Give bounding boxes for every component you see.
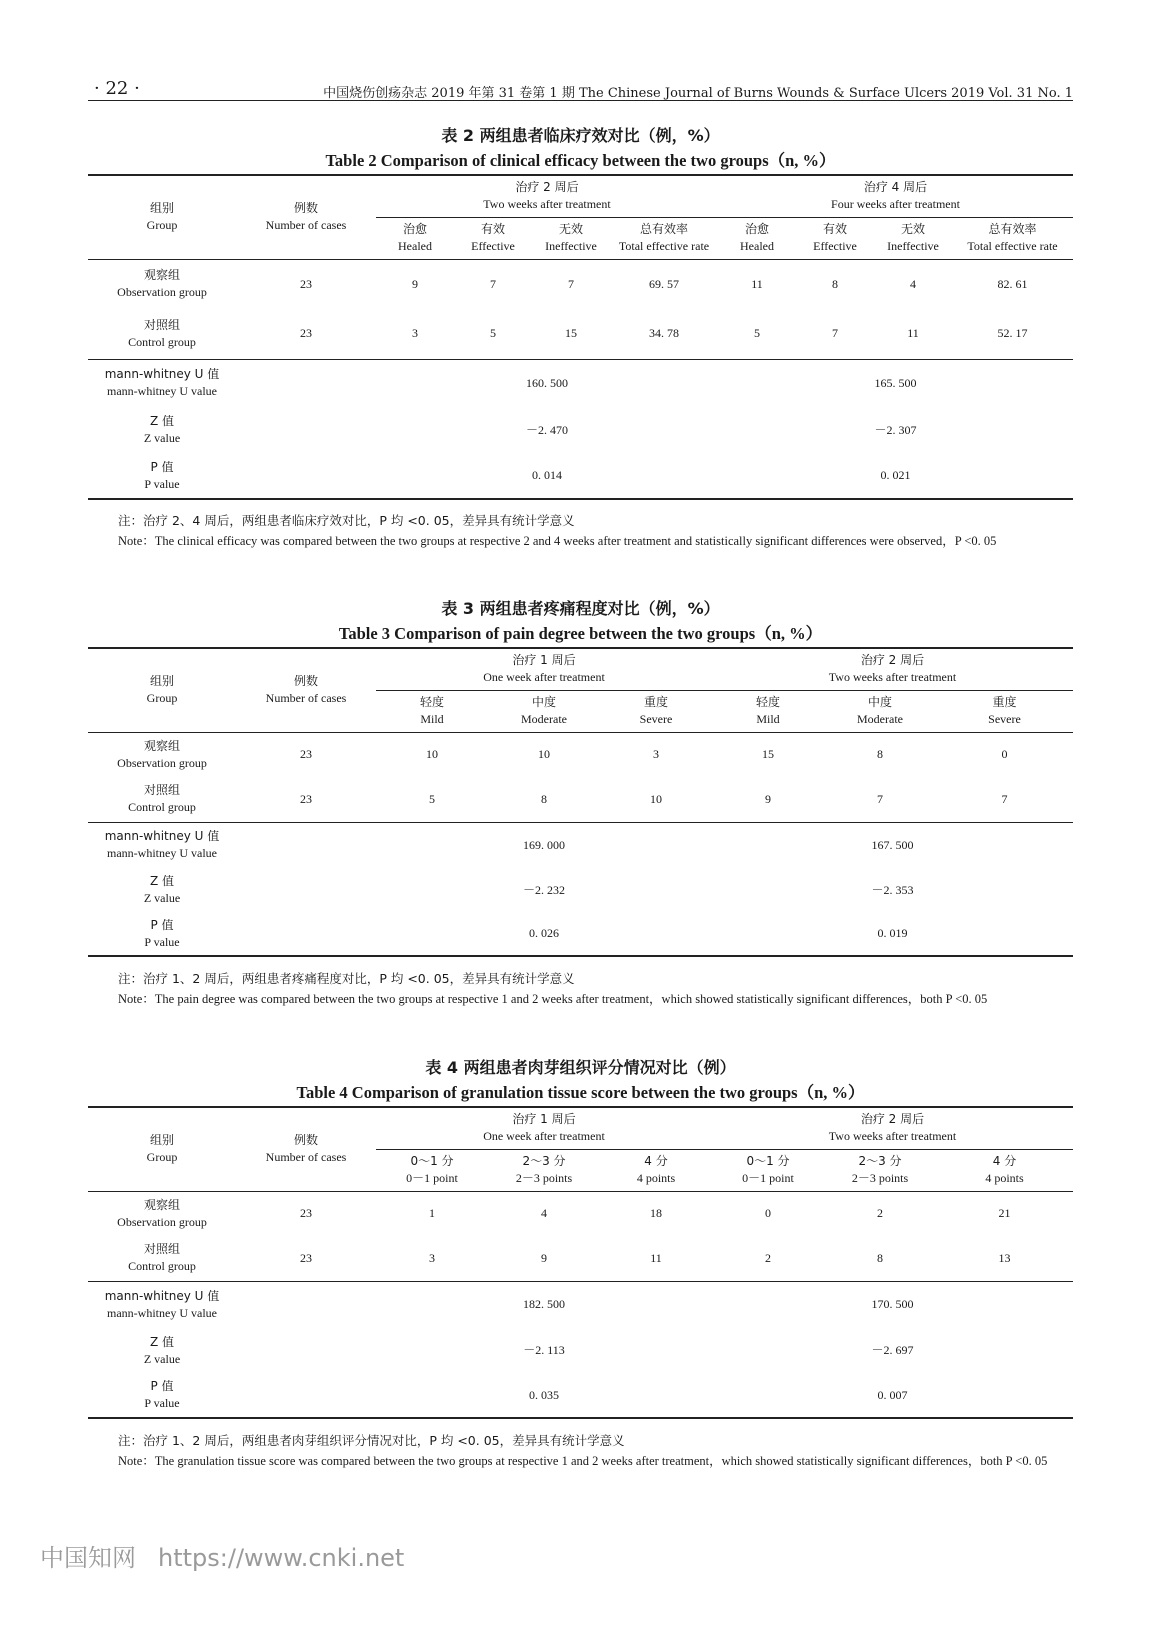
- cases-header: 例数 Number of cases: [265, 1133, 347, 1165]
- subheader: 重度 Severe: [639, 695, 673, 726]
- cnki-url: https://www.cnki.net: [158, 1544, 405, 1572]
- running-title: 中国烧伤创疡杂志 2019 年第 31 卷第 1 期 The Chinese Journal of Burns Wounds & Surface Ulcers 2019 Vol. 31 No. 1: [323, 86, 1073, 101]
- subheader: 重度 Severe: [988, 695, 1021, 726]
- table-2-caption-cn: 表 2 两组患者临床疗效对比（例，%）: [441, 126, 720, 145]
- cases-header: 例数 Number of cases: [265, 674, 347, 706]
- table-row: 对照组 Control group 23 3 9 11 2 8 13: [128, 1242, 1011, 1274]
- table-row: 对照组 Control group 23 3 5 15 34. 78 5 7 11 52. 17: [128, 317, 1028, 349]
- stat-row: Z 值 Z value －2. 232 －2. 353: [143, 874, 914, 905]
- subheader: 有效 Effective: [471, 222, 515, 253]
- subheader: 有效 Effective: [813, 222, 857, 253]
- table-3-block: [88, 597, 1073, 957]
- page-number: · 22 ·: [94, 78, 140, 99]
- stat-row: Z 值 Z value －2. 470 －2. 307: [143, 414, 917, 445]
- table-3-note: 注：治疗 1、2 周后，两组患者疼痛程度对比，P 均 <0. 05，差异具有统计学意义 Note：The pain degree was compared between the two groups at respective 1 and 2 weeks after treatment，which showed statistically significant differences，both P <0. 05: [118, 971, 988, 1006]
- group-header: 组别 Group: [146, 674, 178, 706]
- cases-header: 例数 Number of cases: [265, 201, 347, 233]
- table-4-note: 注：治疗 1、2 周后，两组患者肉芽组织评分情况对比，P 均 <0. 05，差异具有统计学意义 Note：The granulation tissue score was compared between the two groups at respective 1 and 2 weeks after treatment，which showed statistically significant differences，both P <0. 05: [118, 1433, 1048, 1468]
- cnki-logo: 中国知网: [40, 1544, 136, 1572]
- subheader: 4 分 4 points: [985, 1154, 1024, 1185]
- cnki-watermark: [40, 1538, 404, 1573]
- table-2-block: [88, 124, 1073, 500]
- table-2-note: 注：治疗 2、4 周后，两组患者临床疗效对比，P 均 <0. 05，差异具有统计学意义 Note：The clinical efficacy was compared between the two groups at respective 2 and 4 weeks after treatment and statistically significant differences were observed，P <0. 05: [118, 513, 997, 548]
- stat-row: P 值 P value 0. 035 0. 007: [144, 1379, 908, 1410]
- period-2-header: 治疗 4 周后 Four weeks after treatment: [718, 175, 1073, 217]
- table-3-caption-en: Table 3 Comparison of pain degree between the two groups（n, %）: [338, 624, 823, 643]
- period-1-header: 治疗 1 周后 One week after treatment: [376, 1107, 712, 1149]
- table-2-caption-en: Table 2 Comparison of clinical efficacy between the two groups（n, %）: [325, 151, 836, 170]
- stat-row: mann-whitney U 值 mann-whitney U value 169. 000 167. 500: [88, 822, 1073, 868]
- period-1-header: 治疗 2 周后 Two weeks after treatment: [376, 175, 718, 217]
- subheader: 总有效率 Total effective rate: [618, 222, 710, 253]
- table-4-caption-cn: 表 4 两组患者肉芽组织评分情况对比（例）: [425, 1058, 736, 1077]
- stat-row: Z 值 Z value －2. 113 －2. 697: [143, 1334, 914, 1366]
- stat-row: P 值 P value 0. 026 0. 019: [144, 917, 908, 949]
- table-row: 观察组 Observation group 23 1 4 18 0 2 21: [88, 1191, 1073, 1236]
- subheader: 轻度 Mild: [755, 695, 780, 726]
- subheader: 0～1 分 0－1 point: [742, 1154, 794, 1185]
- table-row: 观察组 Observation group 23 10 10 3 15 8 0: [88, 732, 1073, 777]
- table-4-caption-en: Table 4 Comparison of granulation tissue score between the two groups（n, %）: [296, 1083, 865, 1102]
- period-2-header: 治疗 2 周后 Two weeks after treatment: [712, 648, 1073, 690]
- group-header: 组别 Group: [146, 1133, 178, 1165]
- group-header: 组别 Group: [146, 201, 178, 233]
- period-1-header: 治疗 1 周后 One week after treatment: [376, 648, 712, 690]
- subheader: 轻度 Mild: [419, 695, 444, 726]
- subheader: 中度 Moderate: [521, 695, 567, 726]
- table-row: 对照组 Control group 23 5 8 10 9 7 7: [128, 783, 1008, 815]
- subheader: 0～1 分 0－1 point: [406, 1154, 458, 1185]
- subheader: 2～3 分 2－3 points: [851, 1154, 909, 1185]
- stat-row: mann-whitney U 值 mann-whitney U value 182. 500 170. 500: [88, 1281, 1073, 1328]
- stat-row: mann-whitney U 值 mann-whitney U value 160. 500 165. 500: [88, 359, 1073, 407]
- stat-row: P 值 P value 0. 014 0. 021: [144, 459, 911, 491]
- subheader: 中度 Moderate: [857, 695, 903, 726]
- table-3: [88, 647, 1073, 957]
- subheader: 治愈 Healed: [740, 222, 774, 253]
- table-3-caption-cn: 表 3 两组患者疼痛程度对比（例，%）: [441, 599, 720, 618]
- subheader: 总有效率 Total effective rate: [967, 222, 1058, 253]
- table-row: 观察组 Observation group 23 9 7 7 69. 57 11 8 4 82. 61: [88, 259, 1073, 309]
- subheader: 4 分 4 points: [636, 1154, 676, 1185]
- running-header: [88, 78, 1073, 101]
- period-2-header: 治疗 2 周后 Two weeks after treatment: [712, 1107, 1073, 1149]
- table-4-block: [88, 1056, 1073, 1419]
- subheader: 无效 Ineffective: [545, 222, 597, 253]
- subheader: 无效 Ineffective: [887, 222, 939, 253]
- subheader: 治愈 Healed: [398, 222, 432, 253]
- table-2: [88, 174, 1073, 500]
- table-4: [88, 1106, 1073, 1419]
- subheader: 2～3 分 2－3 points: [515, 1154, 573, 1185]
